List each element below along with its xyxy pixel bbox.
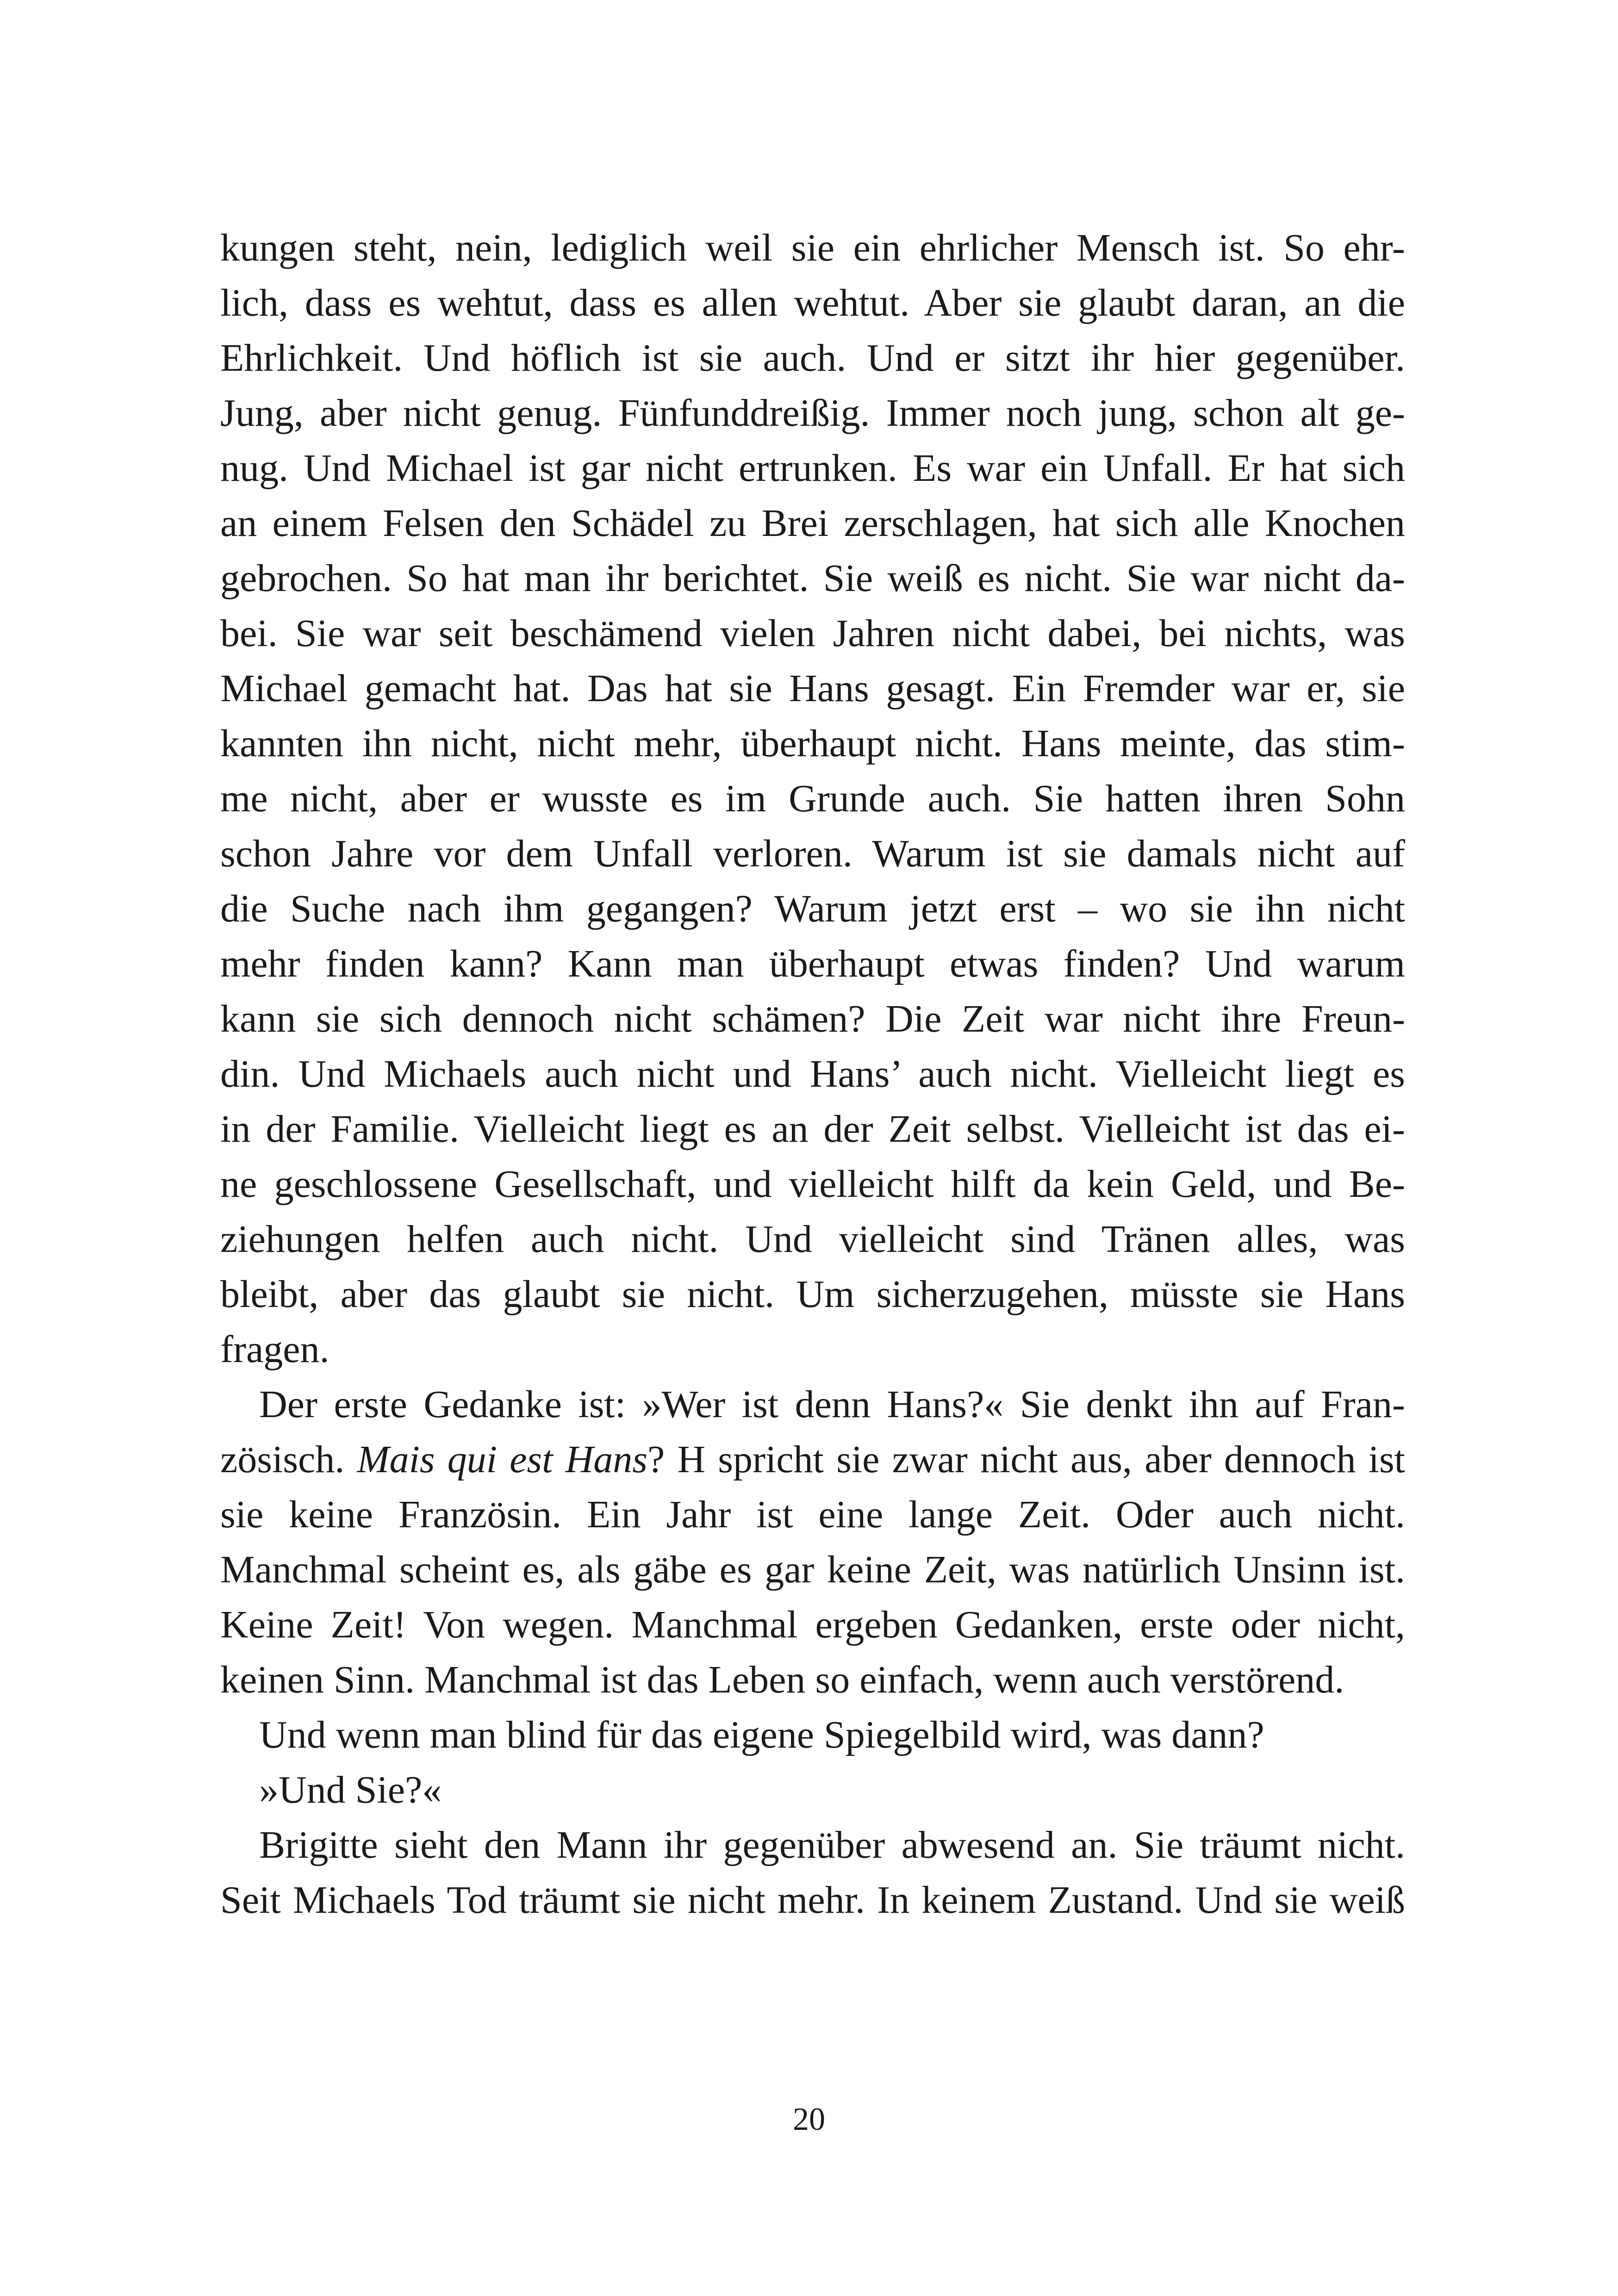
- text-line: bei. Sie war seit beschämend vielen Jahren nicht dabei, bei nichts, was: [220, 612, 1405, 655]
- text-line: Keine Zeit! Von wegen. Manchmal ergeben Gedanken, erste oder nicht,: [220, 1603, 1405, 1646]
- text-fragment: ? H spricht sie zwar nicht aus, aber dennoch ist: [647, 1438, 1406, 1481]
- text-line: Manchmal scheint es, als gäbe es gar keine Zeit, was natürlich Unsinn ist.: [220, 1548, 1405, 1591]
- text-line: kungen steht, nein, lediglich weil sie ein ehrlicher Mensch ist. So ehr-: [220, 226, 1405, 269]
- text-line-paragraph-start: Und wenn man blind für das eigene Spiegelbild wird, was dann?: [259, 1713, 1264, 1756]
- text-line: in der Familie. Vielleicht liegt es an der Zeit selbst. Vielleicht ist das ei-: [220, 1108, 1405, 1151]
- page-number: 20: [793, 2102, 825, 2137]
- text-line: Jung, aber nicht genug. Fünfunddreißig. Immer noch jung, schon alt ge-: [220, 392, 1405, 435]
- text-line: Michael gemacht hat. Das hat sie Hans gesagt. Ein Fremder war er, sie: [220, 667, 1405, 710]
- text-line: din. Und Michaels auch nicht und Hans’ auch nicht. Vielleicht liegt es: [220, 1052, 1405, 1095]
- text-line: kannten ihn nicht, nicht mehr, überhaupt nicht. Hans meinte, das stim-: [220, 722, 1405, 765]
- text-line: kann sie sich dennoch nicht schämen? Die Zeit war nicht ihre Freun-: [220, 997, 1405, 1040]
- text-line: me nicht, aber er wusste es im Grunde auch. Sie hatten ihren Sohn: [220, 777, 1405, 820]
- text-line: nug. Und Michael ist gar nicht ertrunken. Es war ein Unfall. Er hat sich: [220, 447, 1405, 490]
- text-line: an einem Felsen den Schädel zu Brei zerschlagen, hat sich alle Knochen: [220, 502, 1405, 545]
- text-line: keinen Sinn. Manchmal ist das Leben so einfach, wenn auch verstörend.: [220, 1658, 1344, 1701]
- italic-phrase: Mais qui est Hans: [357, 1438, 647, 1481]
- text-line: lich, dass es wehtut, dass es allen wehtut. Aber sie glaubt daran, an die: [220, 281, 1405, 324]
- text-line: gebrochen. So hat man ihr berichtet. Sie weiß es nicht. Sie war nicht da-: [220, 557, 1405, 600]
- text-line-paragraph-start: Brigitte sieht den Mann ihr gegenüber abwesend an. Sie träumt nicht.: [259, 1823, 1405, 1867]
- text-line: bleibt, aber das glaubt sie nicht. Um sicherzugehen, müsste sie Hans: [220, 1273, 1405, 1316]
- text-line-mixed: [220, 1432, 1405, 1487]
- dialogue-line: »Und Sie?«: [259, 1768, 442, 1811]
- text-line-paragraph-start: Der erste Gedanke ist: »Wer ist denn Hans?« Sie denkt ihn auf Fran-: [259, 1383, 1405, 1426]
- text-line: ziehungen helfen auch nicht. Und vielleicht sind Tränen alles, was: [220, 1218, 1405, 1261]
- text-fragment: zösisch.: [220, 1438, 357, 1481]
- text-line: sie keine Französin. Ein Jahr ist eine lange Zeit. Oder auch nicht.: [220, 1493, 1405, 1536]
- text-line: ne geschlossene Gesellschaft, und vielleicht hilft da kein Geld, und Be-: [220, 1163, 1405, 1206]
- text-line: die Suche nach ihm gegangen? Warum jetzt erst – wo sie ihn nicht: [220, 887, 1405, 930]
- text-line: Ehrlichkeit. Und höflich ist sie auch. Und er sitzt ihr hier gegenüber.: [220, 336, 1405, 380]
- text-line: fragen.: [220, 1328, 330, 1371]
- text-line: mehr finden kann? Kann man überhaupt etwas finden? Und warum: [220, 942, 1405, 985]
- text-line: schon Jahre vor dem Unfall verloren. Warum ist sie damals nicht auf: [220, 832, 1405, 875]
- text-line: Seit Michaels Tod träumt sie nicht mehr. In keinem Zustand. Und sie weiß: [220, 1879, 1405, 1922]
- body-text: [220, 220, 1405, 1928]
